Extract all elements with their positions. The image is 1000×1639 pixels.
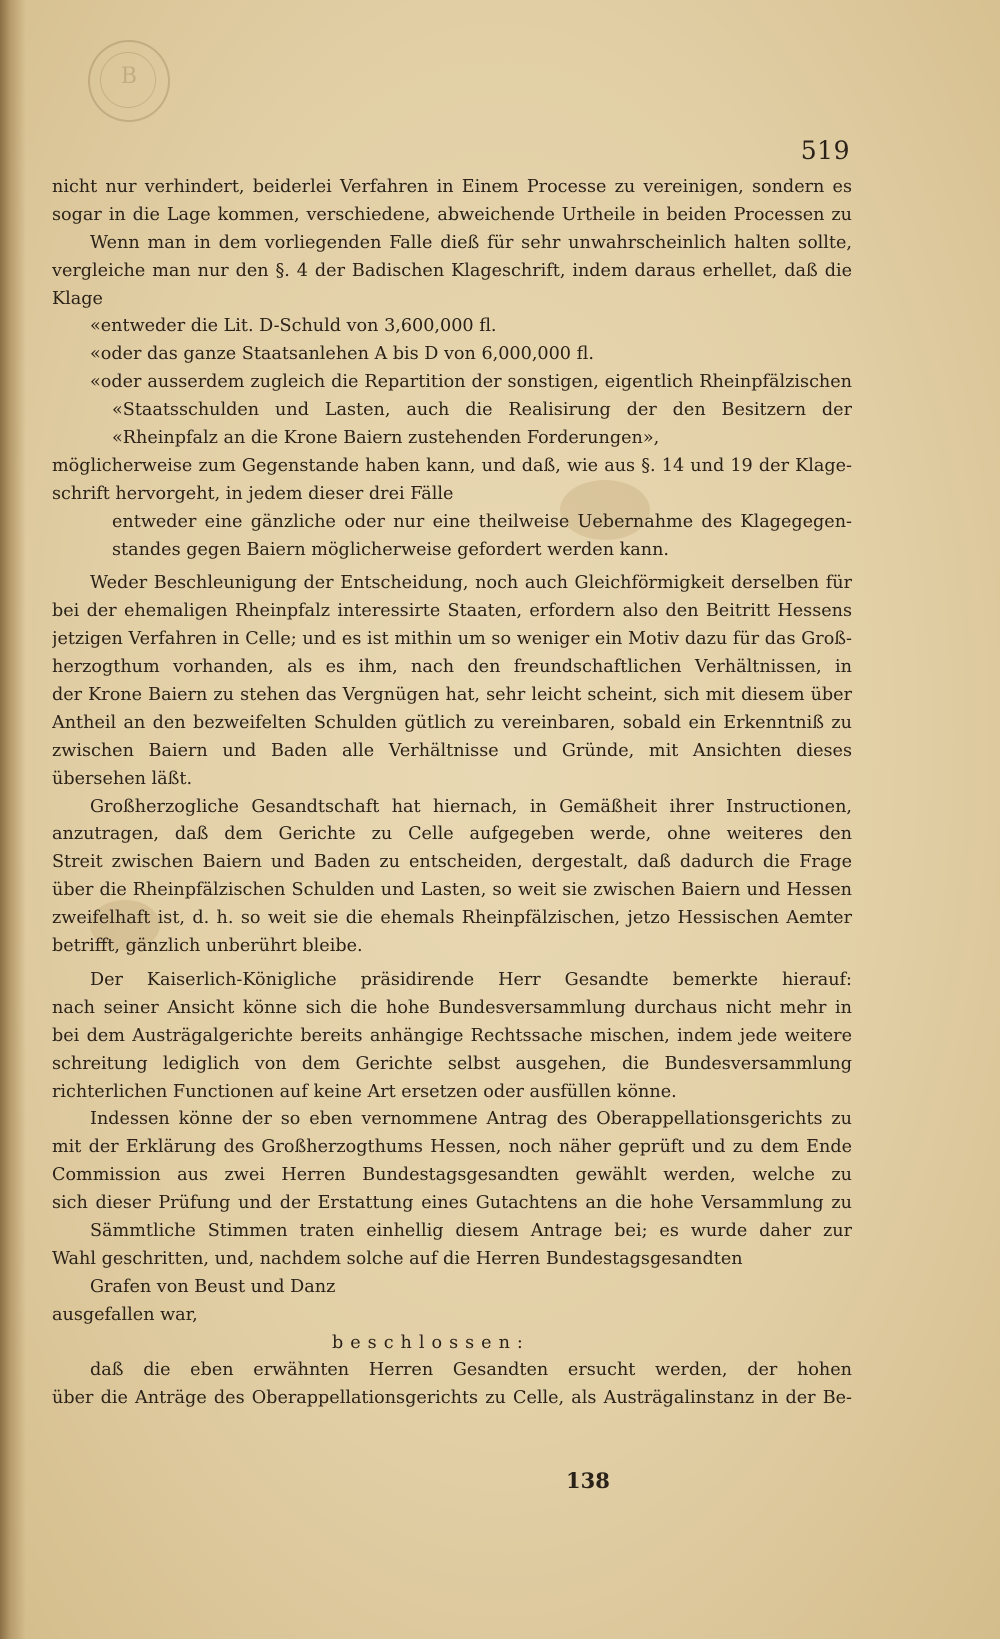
text-line: Klage (52, 288, 103, 309)
text-line: «oder das ganze Staatsanlehen A bis D von 6,000,000 fl. (90, 344, 594, 365)
binding-shadow (0, 0, 26, 1639)
library-stamp-letter: B (120, 64, 138, 89)
signature-mark: 138 (566, 1468, 610, 1493)
text-line: bei der ehemaligen Rheinpfalz interessirte Staaten, erfordern also den Beitritt Hessens (52, 601, 852, 622)
text-line: Weder Beschleunigung der Entscheidung, noch auch Gleichförmigkeit derselben für (90, 573, 852, 594)
text-line: übersehen läßt. (52, 768, 193, 789)
text-line: schreitung lediglich von dem Gerichte selbst ausgehen, die Bundesversammlung (52, 1053, 852, 1074)
text-line: herzogthum vorhanden, als es ihm, nach den freundschaftlichen Verhältnissen, in (52, 657, 852, 678)
text-line: Antheil an den bezweifelten Schulden gütlich zu vereinbaren, sobald ein Erkenntniß zu (52, 712, 852, 733)
text-line: Sämmtliche Stimmen traten einhellig diesem Antrage bei; es wurde daher zur (90, 1220, 852, 1241)
text-line: daß die eben erwähnten Herren Gesandten ersucht werden, der hohen (90, 1360, 852, 1381)
text-line: betrifft, gänzlich unberührt bleibe. (52, 936, 363, 957)
text-line: richterlichen Functionen auf keine Art ersetzen oder ausfüllen könne. (52, 1081, 677, 1102)
text-line: Streit zwischen Baiern und Baden zu entscheiden, dergestalt, daß dadurch die Frage (52, 852, 852, 873)
text-line: möglicherweise zum Gegenstande haben kann, und daß, wie aus §. 14 und 19 der Klage- (52, 455, 852, 476)
text-line: zwischen Baiern und Baden alle Verhältnisse und Gründe, mit Ansichten dieses (52, 740, 852, 761)
text-line: Der Kaiserlich-Königliche präsidirende Herr Gesandte bemerkte hierauf: (90, 969, 852, 990)
text-line: über die Rheinpfälzischen Schulden und Lasten, so weit sie zwischen Baiern und Hessen (52, 880, 852, 901)
text-line: mit der Erklärung des Großherzogthums Hessen, noch näher geprüft und zu dem Ende (52, 1137, 852, 1158)
text-line: sogar in die Lage kommen, verschiedene, abweichende Urtheile in beiden Processen zu (52, 204, 852, 225)
text-line: Indessen könne der so eben vernommene Antrag des Oberappellationsgerichts zu (90, 1109, 852, 1130)
page-number: 519 (800, 136, 850, 165)
text-line: «oder ausserdem zugleich die Repartition der sonstigen, eigentlich Rheinpfälzischen (90, 372, 852, 393)
text-line: ausgefallen war, (52, 1304, 198, 1325)
text-line: «Staatsschulden und Lasten, auch die Realisirung der den Besitzern der (112, 400, 852, 421)
text-line: sich dieser Prüfung und der Erstattung eines Gutachtens an die hohe Versammlung zu (52, 1193, 852, 1214)
text-line: über die Anträge des Oberappellationsgerichts zu Celle, als Austrägalinstanz in der Be- (52, 1388, 852, 1409)
text-line: «Rheinpfalz an die Krone Baiern zustehenden Forderungen», (112, 428, 660, 449)
text-line: bei dem Austrägalgerichte bereits anhängige Rechtssache mischen, indem jede weitere (52, 1025, 852, 1046)
text-line: Großherzogliche Gesandtschaft hat hiernach, in Gemäßheit ihrer Instructionen, (90, 796, 852, 817)
text-line: entweder eine gänzliche oder nur eine theilweise Uebernahme des Klagegegen- (112, 511, 852, 532)
text-line: nicht nur verhindert, beiderlei Verfahren in Einem Processe zu vereinigen, sondern es (52, 177, 852, 197)
text-line: Grafen von Beust und Danz (90, 1276, 336, 1297)
text-line: vergleiche man nur den §. 4 der Badischen Klageschrift, indem daraus erhellet, daß die (52, 260, 852, 281)
text-line: «entweder die Lit. D-Schuld von 3,600,000 fl. (90, 316, 497, 337)
text-line: Wahl geschritten, und, nachdem solche auf die Herren Bundestagsgesandten (52, 1248, 743, 1269)
resolution-heading: beschlossen: (332, 1332, 530, 1353)
text-line: standes gegen Baiern möglicherweise gefordert werden kann. (112, 539, 670, 560)
library-stamp (88, 40, 170, 122)
text-line: nach seiner Ansicht könne sich die hohe Bundesversammlung durchaus nicht mehr in (52, 997, 852, 1018)
text-line: anzutragen, daß dem Gerichte zu Celle aufgegeben werde, ohne weiteres den (52, 824, 852, 845)
text-line: der Krone Baiern zu stehen das Vergnügen hat, sehr leicht scheint, sich mit diesem über (52, 685, 852, 706)
body-text (52, 174, 852, 1413)
text-line: schrift hervorgeht, in jedem dieser drei Fälle (52, 483, 454, 504)
text-line: Wenn man in dem vorliegenden Falle dieß für sehr unwahrscheinlich halten sollte, (90, 232, 852, 253)
text-line: zweifelhaft ist, d. h. so weit sie die ehemals Rheinpfälzischen, jetzo Hessischen Aemter (52, 908, 852, 929)
text-line: Commission aus zwei Herren Bundestagsgesandten gewählt werden, welche zu (52, 1165, 852, 1186)
text-line: jetzigen Verfahren in Celle; und es ist mithin um so weniger ein Motiv dazu für das Groß- (52, 629, 852, 650)
